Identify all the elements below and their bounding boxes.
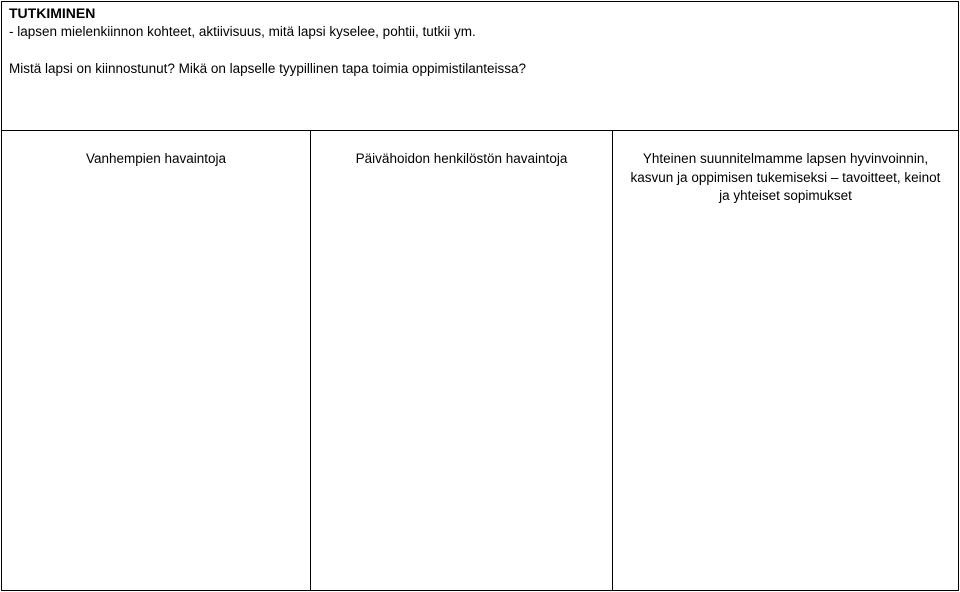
daycare-staff-observations-column[interactable] <box>310 131 612 590</box>
parents-observations-column[interactable] <box>2 131 310 590</box>
column-heading-staff: Päivähoidon henkilöstön havaintoja <box>355 151 568 166</box>
section-description: - lapsen mielenkiinnon kohteet, aktiivisuus, mitä lapsi kyselee, pohtii, tutkii ym. <box>9 24 476 39</box>
column-heading-plan-line-1: Yhteinen suunnitelmamme lapsen hyvinvoinnin, <box>642 151 929 166</box>
guiding-questions: Mistä lapsi on kiinnostunut? Mikä on lapselle tyypillinen tapa toimia oppimistilanteissa? <box>9 61 527 76</box>
joint-plan-column[interactable] <box>612 131 958 590</box>
section-title: TUTKIMINEN <box>9 5 96 21</box>
column-heading-plan-line-3: ja yhteiset sopimukset <box>719 188 852 203</box>
observation-table <box>1 130 959 591</box>
column-heading-parents: Vanhempien havaintoja <box>85 151 227 166</box>
header-section <box>1 1 959 131</box>
column-heading-plan-line-2: kasvun ja oppimisen tukemiseksi – tavoitteet, keinot <box>630 169 941 185</box>
